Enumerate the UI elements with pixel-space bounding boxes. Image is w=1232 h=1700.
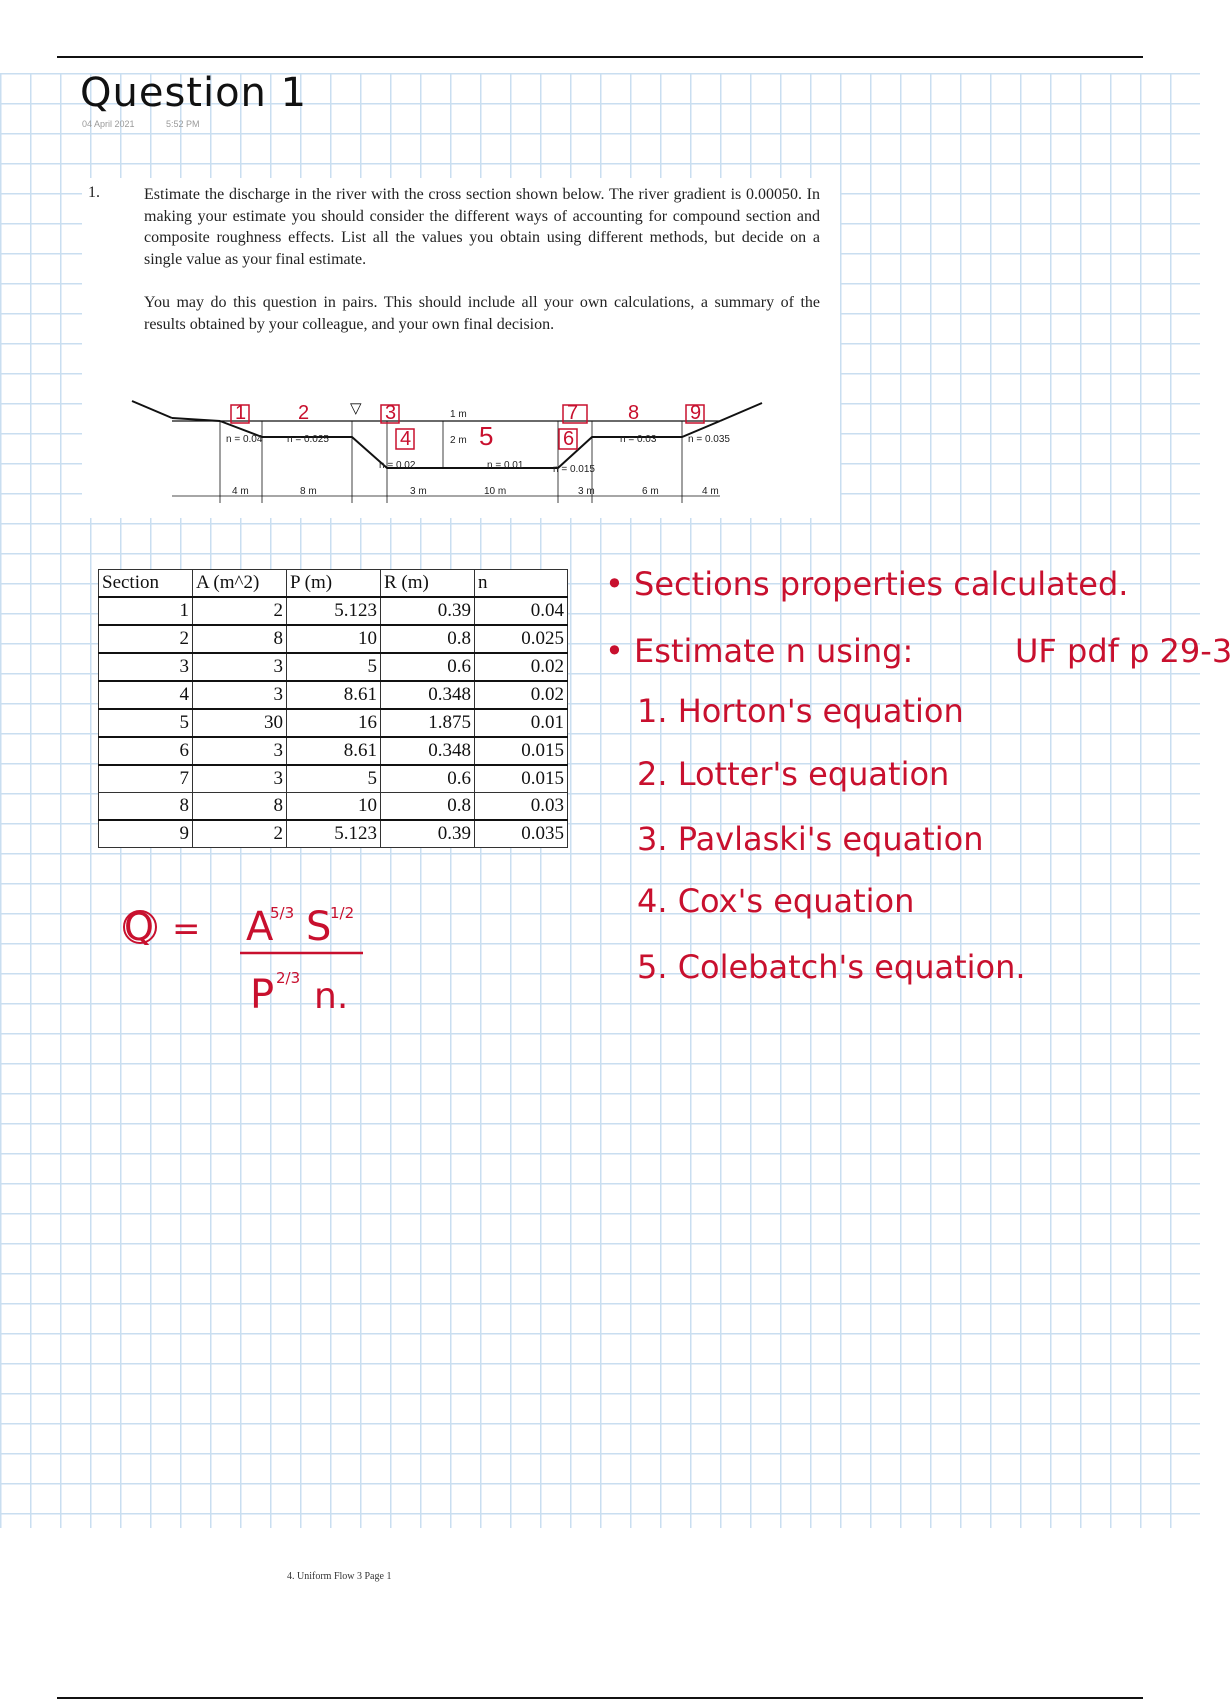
note-reference: UF pdf p 29-3 bbox=[1015, 632, 1232, 670]
width-label: 3 m bbox=[578, 486, 595, 497]
method-lotter: 2. Lotter's equation bbox=[637, 755, 950, 793]
page-title: Question 1 bbox=[80, 70, 308, 116]
table-cell: 0.6 bbox=[381, 653, 475, 681]
table-cell: 0.02 bbox=[475, 681, 568, 709]
page-footer: 4. Uniform Flow 3 Page 1 bbox=[287, 1571, 392, 1582]
table-cell: 0.8 bbox=[381, 793, 475, 821]
note-bullet-estimate-n: • Estimate n using: bbox=[605, 632, 914, 670]
page-time: 5:52 PM bbox=[166, 119, 200, 129]
table-header: A (m^2) bbox=[193, 570, 287, 598]
table-row bbox=[99, 737, 568, 765]
table-cell: 5 bbox=[287, 765, 381, 793]
table-cell: 0.02 bbox=[475, 653, 568, 681]
table-header: Section bbox=[99, 570, 193, 598]
table-cell: 3 bbox=[193, 653, 287, 681]
roughness-label: n = 0.025 bbox=[287, 434, 329, 445]
roughness-label: n = 0.02 bbox=[379, 460, 416, 471]
table-cell: 0.01 bbox=[475, 709, 568, 737]
depth-labels bbox=[450, 409, 467, 446]
method-cox: 4. Cox's equation bbox=[637, 882, 915, 920]
question-paragraph-2: You may do this question in pairs. This should include all your own calculations, a summary of the results obtained by your colleague, and your own final decision. bbox=[144, 294, 820, 333]
width-label: 6 m bbox=[642, 486, 659, 497]
width-label: 10 m bbox=[484, 486, 507, 497]
question-paragraph-1: Estimate the discharge in the river with the cross section shown below. The river gradient is 0.00050. In making your estimate you should consider the different ways of accounting for compound section and composite roughness effects. List all the values you obtain using different methods, but decide on a single value as your final estimate. bbox=[144, 186, 820, 268]
table-cell: 0.03 bbox=[475, 793, 568, 821]
roughness-label: n = 0.03 bbox=[620, 434, 657, 445]
table-cell: 8 bbox=[99, 793, 193, 821]
table-row bbox=[99, 765, 568, 793]
formula-a-exponent: 5/3 bbox=[270, 904, 295, 922]
table-row bbox=[99, 709, 568, 737]
table-cell: 30 bbox=[193, 709, 287, 737]
method-pavlaski: 3. Pavlaski's equation bbox=[637, 820, 984, 858]
formula-equals: = bbox=[172, 909, 201, 949]
width-label: 3 m bbox=[410, 486, 427, 497]
table-cell: 9 bbox=[99, 820, 193, 848]
top-rule bbox=[57, 56, 1143, 58]
table-cell: 4 bbox=[99, 681, 193, 709]
table-cell: 10 bbox=[287, 793, 381, 821]
manning-formula bbox=[118, 895, 388, 1035]
table-cell: 3 bbox=[193, 681, 287, 709]
table-header: R (m) bbox=[381, 570, 475, 598]
depth-label: 1 m bbox=[450, 409, 467, 420]
section-mark-9: 9 bbox=[690, 402, 702, 424]
table-row bbox=[99, 793, 568, 821]
table-cell: 10 bbox=[287, 625, 381, 653]
roughness-label: n = 0.04 bbox=[226, 434, 263, 445]
table-row bbox=[99, 625, 568, 653]
section-mark-7: 7 bbox=[567, 402, 579, 424]
table-cell: 0.39 bbox=[381, 820, 475, 848]
width-label: 8 m bbox=[300, 486, 317, 497]
table-cell: 1.875 bbox=[381, 709, 475, 737]
table-row bbox=[99, 597, 568, 625]
table-cell: 2 bbox=[193, 820, 287, 848]
formula-n: n. bbox=[314, 976, 349, 1017]
formula-q: Q bbox=[124, 905, 154, 949]
table-cell: 2 bbox=[99, 625, 193, 653]
table-cell: 8.61 bbox=[287, 681, 381, 709]
roughness-label: n = 0.01 bbox=[487, 460, 524, 471]
table-cell: 5 bbox=[287, 653, 381, 681]
roughness-label: n = 0.015 bbox=[553, 464, 595, 475]
table-cell: 5.123 bbox=[287, 597, 381, 625]
table-cell: 0.39 bbox=[381, 597, 475, 625]
table-cell: 6 bbox=[99, 737, 193, 765]
table-cell: 5 bbox=[99, 709, 193, 737]
table-row bbox=[99, 681, 568, 709]
table-cell: 16 bbox=[287, 709, 381, 737]
table-cell: 0.04 bbox=[475, 597, 568, 625]
table-cell: 2 bbox=[193, 597, 287, 625]
formula-s-exponent: 1/2 bbox=[330, 904, 355, 922]
cross-section-diagram bbox=[132, 393, 872, 513]
section-mark-3: 3 bbox=[385, 402, 397, 424]
method-horton: 1. Horton's equation bbox=[637, 692, 964, 730]
table-cell: 8.61 bbox=[287, 737, 381, 765]
table-cell: 3 bbox=[193, 737, 287, 765]
table-header-row bbox=[99, 570, 568, 598]
width-label: 4 m bbox=[232, 486, 249, 497]
table-cell: 0.348 bbox=[381, 737, 475, 765]
page-date: 04 April 2021 bbox=[82, 119, 135, 129]
table-cell: 1 bbox=[99, 597, 193, 625]
section-mark-4: 4 bbox=[400, 428, 412, 450]
right-bank-line bbox=[720, 403, 762, 421]
table-header: n bbox=[475, 570, 568, 598]
table-cell: 8 bbox=[193, 793, 287, 821]
table-cell: 3 bbox=[193, 765, 287, 793]
table-cell: 0.6 bbox=[381, 765, 475, 793]
section-properties-table bbox=[98, 569, 568, 848]
table-row bbox=[99, 820, 568, 848]
table-cell: 0.8 bbox=[381, 625, 475, 653]
table-cell: 8 bbox=[193, 625, 287, 653]
section-mark-5: 5 bbox=[479, 421, 494, 451]
table-cell: 7 bbox=[99, 765, 193, 793]
table-cell: 0.015 bbox=[475, 765, 568, 793]
section-mark-1: 1 bbox=[235, 402, 247, 424]
table-row bbox=[99, 653, 568, 681]
question-clipping bbox=[82, 178, 840, 518]
formula-s: S bbox=[306, 904, 332, 950]
bottom-rule bbox=[57, 1697, 1143, 1699]
table-cell: 0.025 bbox=[475, 625, 568, 653]
left-bank-line bbox=[132, 401, 172, 418]
width-label: 4 m bbox=[702, 486, 719, 497]
section-mark-2: 2 bbox=[298, 402, 310, 424]
table-cell: 0.035 bbox=[475, 820, 568, 848]
table-header: P (m) bbox=[287, 570, 381, 598]
roughness-label: n = 0.035 bbox=[688, 434, 730, 445]
table-cell: 3 bbox=[99, 653, 193, 681]
section-mark-6: 6 bbox=[563, 428, 575, 450]
note-bullet-properties: • Sections properties calculated. bbox=[605, 565, 1129, 603]
table-cell: 0.348 bbox=[381, 681, 475, 709]
question-number: 1. bbox=[88, 184, 100, 201]
width-labels bbox=[232, 486, 719, 497]
section-mark-8: 8 bbox=[628, 402, 640, 424]
method-colebatch: 5. Colebatch's equation. bbox=[637, 948, 1026, 986]
depth-label: 2 m bbox=[450, 435, 467, 446]
formula-p: P bbox=[250, 972, 275, 1018]
table-cell: 0.015 bbox=[475, 737, 568, 765]
formula-p-exponent: 2/3 bbox=[276, 969, 301, 987]
table-cell: 5.123 bbox=[287, 820, 381, 848]
water-level-symbol: ▽ bbox=[350, 400, 362, 417]
formula-a: A bbox=[246, 904, 274, 950]
